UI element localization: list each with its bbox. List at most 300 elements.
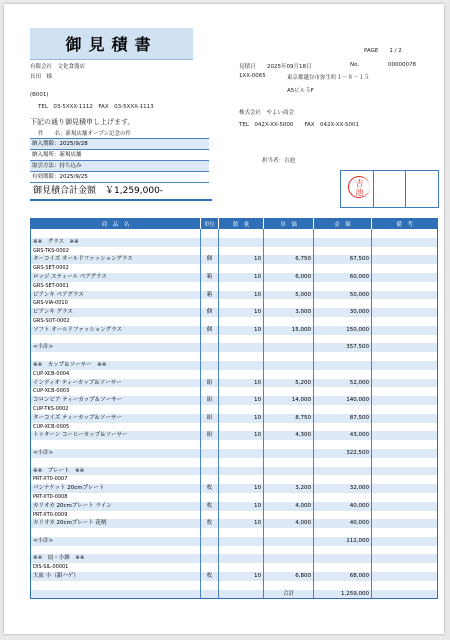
cell-amount: 150,000 (314, 326, 372, 335)
cell-price (264, 370, 314, 379)
staff: 担当者：吉池 (262, 158, 296, 164)
cell-price (264, 387, 314, 396)
cell-note (372, 414, 438, 423)
table-row (31, 440, 438, 449)
cell-qty (219, 361, 264, 370)
cell-note (372, 546, 438, 555)
cell-qty (219, 475, 264, 484)
cell-unit (201, 511, 219, 520)
cell-note (372, 590, 438, 599)
cell-note (372, 370, 438, 379)
cell-amount: 357,500 (314, 343, 372, 352)
cell-name: <小計> (31, 537, 201, 546)
cell-price: 6,000 (264, 273, 314, 282)
quote-date-label: 見積日 (239, 64, 256, 70)
cell-amount: 1,259,000 (314, 590, 372, 599)
cell-unit: 箱 (201, 273, 219, 282)
cell-name (31, 581, 201, 590)
seal-stamp (348, 176, 370, 198)
table-row (31, 502, 438, 511)
cell-name: <小計> (31, 449, 201, 458)
cell-qty (219, 467, 264, 476)
cell-unit: 枚 (201, 572, 219, 581)
cell-amount (314, 554, 372, 563)
issuer-address2: A5ビル５F (287, 88, 314, 94)
cell-qty (219, 229, 264, 238)
stamp-box (374, 171, 407, 207)
cell-price (264, 467, 314, 476)
cell-amount (314, 247, 372, 256)
table-row (31, 546, 438, 555)
cell-qty (219, 352, 264, 361)
cell-note (372, 308, 438, 317)
cell-name: ※※ 皿・小鉢 ※※ (31, 554, 201, 563)
cell-amount (314, 440, 372, 449)
cell-unit (201, 317, 219, 326)
cell-note (372, 387, 438, 396)
cell-qty (219, 493, 264, 502)
cell-name: ※※ プレート ※※ (31, 467, 201, 476)
cell-name: <小計> (31, 343, 201, 352)
cell-amount (314, 352, 372, 361)
cell-price: 5,200 (264, 379, 314, 388)
cell-unit (201, 387, 219, 396)
cell-name (31, 229, 201, 238)
cell-qty (219, 387, 264, 396)
cell-note (372, 335, 438, 344)
table-row (31, 519, 438, 528)
cell-qty: 10 (219, 326, 264, 335)
cell-note (372, 431, 438, 440)
table-row (31, 247, 438, 256)
cell-unit (201, 440, 219, 449)
cell-qty (219, 546, 264, 555)
header-qty: 数 量 (219, 219, 264, 230)
cell-amount (314, 423, 372, 432)
cell-amount: 67,500 (314, 255, 372, 264)
table-row (31, 528, 438, 537)
cell-qty: 10 (219, 502, 264, 511)
document-title: 御見積書 (30, 28, 193, 60)
cell-note (372, 264, 438, 273)
subject: 件 名：新規店舗オープン記念の件 (38, 131, 132, 137)
cell-name (31, 458, 201, 467)
cell-amount (314, 361, 372, 370)
cell-unit (201, 282, 219, 291)
cell-note (372, 563, 438, 572)
table-row (31, 387, 438, 396)
table-row (31, 255, 438, 264)
customer-tel: TEL 03-5XXX-1112 FAX 03-5XXX-1113 (38, 104, 154, 110)
cell-qty: 10 (219, 291, 264, 300)
table-row (31, 264, 438, 273)
cell-name: PRT-XT0-0007 (31, 475, 201, 484)
cell-unit (201, 546, 219, 555)
cell-qty (219, 423, 264, 432)
cell-name (31, 335, 201, 344)
cell-amount: 60,000 (314, 273, 372, 282)
cell-qty (219, 528, 264, 537)
cell-qty: 10 (219, 255, 264, 264)
cell-qty (219, 554, 264, 563)
cell-unit (201, 581, 219, 590)
cell-name: GRS-VIA-0010 (31, 299, 201, 308)
cell-unit: 組 (201, 396, 219, 405)
cell-name: 大皿 小（銀ハゲ） (31, 572, 201, 581)
cell-name (31, 546, 201, 555)
cell-note (372, 581, 438, 590)
cell-qty: 10 (219, 519, 264, 528)
page-number: PAGE 1 / 2 (364, 48, 402, 54)
cell-note (372, 511, 438, 520)
cell-qty (219, 317, 264, 326)
cell-price (264, 317, 314, 326)
cell-amount: 30,000 (314, 308, 372, 317)
cell-price: 4,000 (264, 519, 314, 528)
header-price: 単 価 (264, 219, 314, 230)
cell-unit (201, 335, 219, 344)
seal-text: 吉池 (355, 179, 364, 197)
info-row: 納入場所：新規店舗 (30, 150, 209, 161)
cell-note (372, 554, 438, 563)
cell-amount (314, 405, 372, 414)
cell-price (264, 423, 314, 432)
cell-amount: 40,000 (314, 502, 372, 511)
cell-price: 3,000 (264, 308, 314, 317)
stamp-box (406, 171, 438, 207)
cell-unit (201, 299, 219, 308)
cell-name (31, 590, 201, 599)
cell-note (372, 238, 438, 247)
cell-unit (201, 238, 219, 247)
cell-unit: 個 (201, 308, 219, 317)
greeting: 下記の通り御見積申し上げます。 (30, 118, 135, 126)
table-row (31, 282, 438, 291)
cell-amount (314, 264, 372, 273)
table-row (31, 431, 438, 440)
cell-name: ビアンキ グラス (31, 308, 201, 317)
cell-price: 4,000 (264, 502, 314, 511)
cell-name: PRT-XT0-0008 (31, 493, 201, 502)
cell-amount: 52,000 (314, 379, 372, 388)
cell-unit: 枚 (201, 484, 219, 493)
cell-price (264, 361, 314, 370)
cell-price (264, 343, 314, 352)
cell-note (372, 449, 438, 458)
issuer-address1: 東京都越谷市弥生町１－８－１５ (287, 75, 370, 81)
cell-qty (219, 247, 264, 256)
cell-amount (314, 546, 372, 555)
cell-note (372, 299, 438, 308)
table-header (31, 219, 438, 230)
cell-price (264, 440, 314, 449)
cell-note (372, 229, 438, 238)
cell-name (31, 352, 201, 361)
cell-unit: 枚 (201, 502, 219, 511)
cell-unit (201, 405, 219, 414)
cell-note (372, 484, 438, 493)
stamp-boxes (340, 170, 439, 208)
table-row (31, 423, 438, 432)
cell-amount: 68,000 (314, 572, 372, 581)
cell-note (372, 282, 438, 291)
customer-code: (B001) (30, 92, 49, 98)
cell-name: カリオカ 20cmプレート ライン (31, 502, 201, 511)
cell-price (264, 264, 314, 273)
cell-amount: 322,500 (314, 449, 372, 458)
cell-unit (201, 537, 219, 546)
cell-price: 6,800 (264, 572, 314, 581)
cell-qty (219, 581, 264, 590)
table-row (31, 405, 438, 414)
cell-name: PRT-XT0-0009 (31, 511, 201, 520)
cell-price: 15,000 (264, 326, 314, 335)
cell-qty: 10 (219, 379, 264, 388)
table-row (31, 572, 438, 581)
total-amount: 御見積合計金額 ￥1,259,000- (30, 184, 212, 201)
cell-amount: 40,000 (314, 519, 372, 528)
table-row (31, 396, 438, 405)
cell-note (372, 493, 438, 502)
cell-amount: 43,000 (314, 431, 372, 440)
table-row (31, 370, 438, 379)
cell-note (372, 405, 438, 414)
cell-note (372, 317, 438, 326)
cell-amount: 112,000 (314, 537, 372, 546)
cell-name: ビアンキ ペアグラス (31, 291, 201, 300)
cell-price (264, 511, 314, 520)
table-row (31, 493, 438, 502)
cell-note (372, 255, 438, 264)
cell-name: ターコイズ オールドファッショングラス (31, 255, 201, 264)
info-row: 納入期限：2025/9/28 (30, 139, 209, 150)
cell-name: ※※ グラス ※※ (31, 238, 201, 247)
table-row (31, 458, 438, 467)
cell-unit (201, 563, 219, 572)
cell-unit (201, 467, 219, 476)
table-row (31, 361, 438, 370)
cell-note (372, 396, 438, 405)
quote-no-label: No. (350, 62, 360, 68)
cell-price: 合計 (264, 590, 314, 599)
cell-note (372, 273, 438, 282)
table-row (31, 343, 438, 352)
cell-note (372, 361, 438, 370)
cell-price: 8,750 (264, 414, 314, 423)
cell-unit: 組 (201, 414, 219, 423)
cell-unit (201, 229, 219, 238)
cell-unit (201, 423, 219, 432)
cell-qty (219, 343, 264, 352)
cell-unit: 組 (201, 379, 219, 388)
info-row: 取引方法：持ち込み (30, 161, 209, 172)
table-row (31, 308, 438, 317)
cell-price: 5,000 (264, 291, 314, 300)
header-note: 備 考 (372, 219, 438, 230)
table-row (31, 537, 438, 546)
cell-unit (201, 247, 219, 256)
cell-price (264, 528, 314, 537)
cell-qty (219, 264, 264, 273)
cell-unit: 個 (201, 255, 219, 264)
cell-qty: 10 (219, 308, 264, 317)
cell-name: CUP-XCB-0005 (31, 423, 201, 432)
cell-note (372, 379, 438, 388)
cell-name (31, 528, 201, 537)
cell-amount (314, 511, 372, 520)
cell-amount (314, 458, 372, 467)
cell-unit (201, 458, 219, 467)
cell-unit: 枚 (201, 519, 219, 528)
table-row (31, 352, 438, 361)
cell-price (264, 563, 314, 572)
cell-note (372, 352, 438, 361)
cell-name: コロンビア ティーカップ＆ソーサー (31, 396, 201, 405)
quote-page (4, 4, 444, 634)
cell-price (264, 405, 314, 414)
cell-unit (201, 449, 219, 458)
cell-price (264, 238, 314, 247)
cell-amount: 50,000 (314, 291, 372, 300)
cell-price (264, 581, 314, 590)
cell-qty: 10 (219, 396, 264, 405)
cell-note (372, 502, 438, 511)
cell-note (372, 458, 438, 467)
cell-note (372, 475, 438, 484)
cell-note (372, 291, 438, 300)
table-row (31, 554, 438, 563)
cell-amount (314, 563, 372, 572)
table-row (31, 581, 438, 590)
table-row (31, 291, 438, 300)
cell-price: 6,750 (264, 255, 314, 264)
table-row (31, 475, 438, 484)
cell-name: GRS-SOT-0002 (31, 317, 201, 326)
header-name: 商 品 名 (31, 219, 201, 230)
cell-price (264, 546, 314, 555)
cell-price: 14,000 (264, 396, 314, 405)
cell-qty (219, 458, 264, 467)
cell-qty (219, 563, 264, 572)
table-row (31, 238, 438, 247)
cell-name: CUP-TKS-0002 (31, 405, 201, 414)
table-row (31, 326, 438, 335)
customer-company: 有限会社 文化食器店 (30, 64, 86, 70)
quote-date: 2025年09月18日 (267, 64, 312, 70)
cell-price (264, 458, 314, 467)
cell-amount: 32,000 (314, 484, 372, 493)
cell-price (264, 449, 314, 458)
cell-amount (314, 335, 372, 344)
cell-amount (314, 299, 372, 308)
cell-price (264, 247, 314, 256)
cell-note (372, 247, 438, 256)
cell-name: CUP-XCB-0003 (31, 387, 201, 396)
issuer-postal: 1XX-0065 (239, 73, 266, 79)
cell-qty (219, 238, 264, 247)
cell-name: ※※ カップ＆ソーサー ※※ (31, 361, 201, 370)
cell-name: トゥターン コーヒーカップ＆ソーサー (31, 431, 201, 440)
cell-unit (201, 343, 219, 352)
cell-unit (201, 352, 219, 361)
cell-note (372, 537, 438, 546)
cell-name (31, 440, 201, 449)
issuer-name: 株式会社 やよい商会 (239, 110, 295, 116)
cell-qty (219, 440, 264, 449)
customer-person: 長田 様 (30, 74, 53, 80)
info-box (30, 138, 209, 183)
cell-unit (201, 475, 219, 484)
cell-qty: 10 (219, 572, 264, 581)
cell-note (372, 519, 438, 528)
table-row (31, 590, 438, 599)
cell-note (372, 440, 438, 449)
cell-amount: 140,000 (314, 396, 372, 405)
table-row (31, 449, 438, 458)
cell-name: DIS-SIL-00001 (31, 563, 201, 572)
cell-price (264, 537, 314, 546)
issuer-tel: TEL 042X-XX-5000 FAX 042X-XX-5001 (239, 122, 359, 128)
cell-amount (314, 317, 372, 326)
cell-name: パンナケット 20cmプレート (31, 484, 201, 493)
table-row (31, 273, 438, 282)
cell-unit (201, 528, 219, 537)
cell-qty (219, 282, 264, 291)
cell-qty (219, 511, 264, 520)
cell-unit (201, 590, 219, 599)
table-row (31, 467, 438, 476)
table-row (31, 229, 438, 238)
cell-amount (314, 475, 372, 484)
cell-qty (219, 449, 264, 458)
cell-price (264, 335, 314, 344)
cell-unit (201, 554, 219, 563)
cell-amount: 87,500 (314, 414, 372, 423)
cell-amount (314, 467, 372, 476)
table-row (31, 299, 438, 308)
cell-amount (314, 282, 372, 291)
cell-unit: 箱 (201, 291, 219, 300)
cell-price (264, 229, 314, 238)
cell-qty: 10 (219, 414, 264, 423)
table-row (31, 511, 438, 520)
cell-unit: 個 (201, 326, 219, 335)
cell-amount (314, 581, 372, 590)
table-row (31, 563, 438, 572)
table-row (31, 484, 438, 493)
cell-amount (314, 528, 372, 537)
table-row (31, 335, 438, 344)
cell-amount (314, 370, 372, 379)
cell-amount (314, 493, 372, 502)
cell-amount (314, 387, 372, 396)
cell-name: ターコイズ ティーカップ＆ソーサー (31, 414, 201, 423)
cell-note (372, 423, 438, 432)
cell-qty (219, 590, 264, 599)
header-amount: 金 額 (314, 219, 372, 230)
cell-note (372, 326, 438, 335)
cell-note (372, 343, 438, 352)
cell-name: カリオカ 20cmプレート 花柄 (31, 519, 201, 528)
cell-name: GRS-SET-0001 (31, 282, 201, 291)
cell-price: 4,300 (264, 431, 314, 440)
cell-qty (219, 537, 264, 546)
items-table (30, 218, 438, 599)
cell-price (264, 299, 314, 308)
table-row (31, 379, 438, 388)
cell-qty: 10 (219, 431, 264, 440)
cell-name: GRS-SET-0002 (31, 264, 201, 273)
